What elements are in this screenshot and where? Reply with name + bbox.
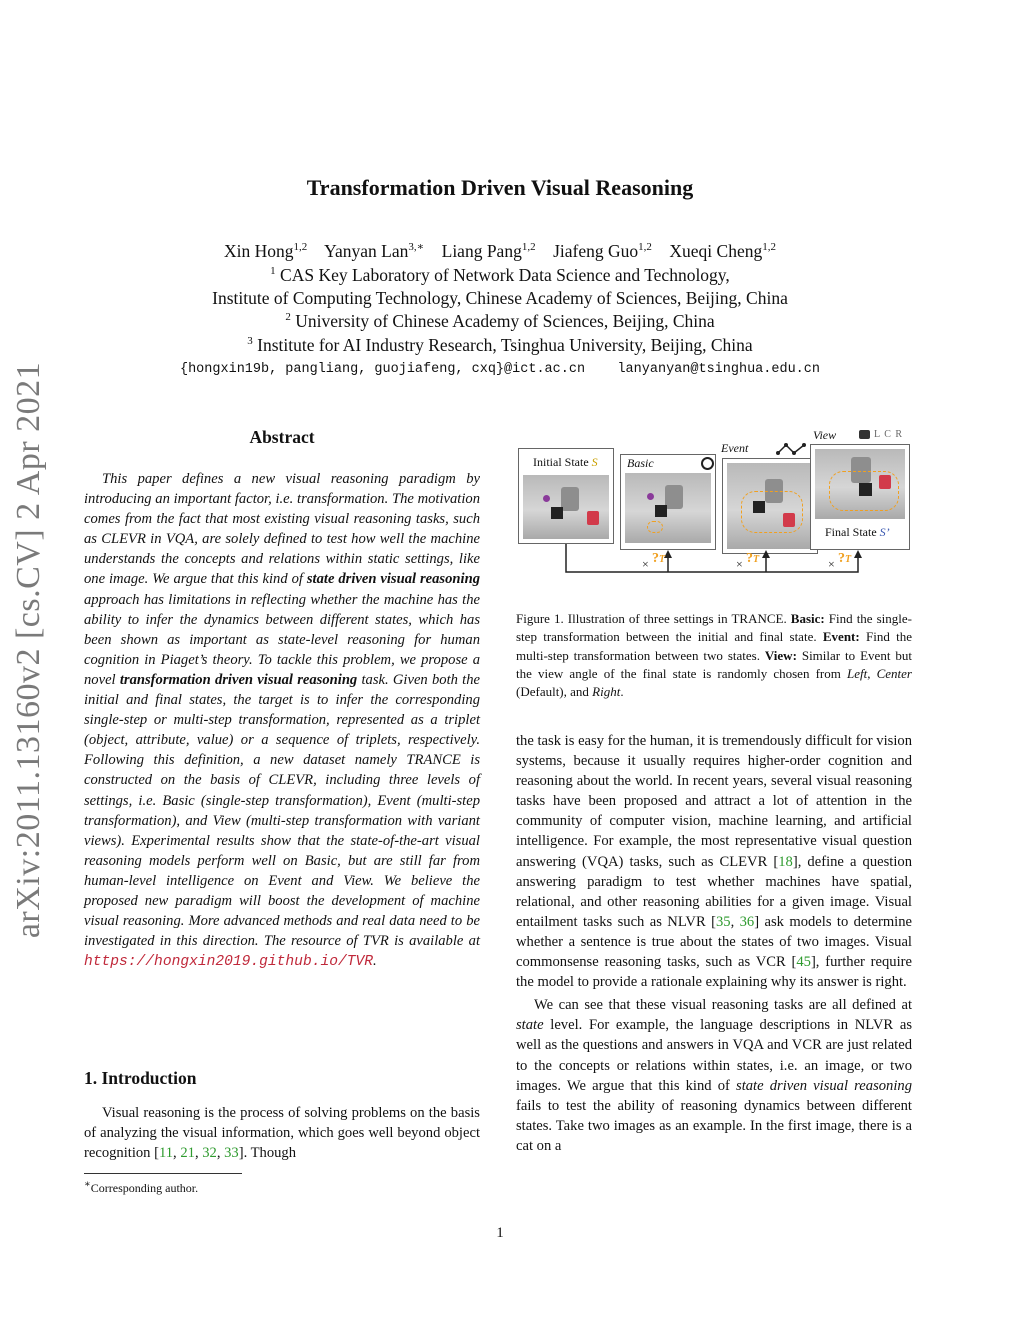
affiliation-text: Institute for AI Industry Research, Tsinghua University, Beijing, China — [257, 335, 753, 355]
author-affil: 1,2 — [638, 241, 652, 253]
citation-link[interactable]: 33 — [224, 1145, 239, 1162]
body-paragraph — [516, 731, 912, 992]
orange-highlight — [647, 521, 663, 533]
body-text: the task is easy for the human, it is tremendously difficult for vision systems, because it usually requires higher-order cognition and reasoning about the world. In recent years, several visual reasoning tasks have been proposed and attract a lot of attention in the community of computer vision, machine learning, and artificial intelligence. For example, the most representative visual question answering (VQA) tasks, such as CLEVR [ — [516, 733, 912, 870]
view-label: View — [813, 428, 837, 442]
query-times: × — [642, 557, 649, 571]
body-text: We can see that these visual reasoning tasks are all defined at — [534, 997, 912, 1014]
author-name: Yanyan Lan — [324, 240, 409, 261]
author-affil: 3,∗ — [408, 241, 425, 253]
abstract-body — [84, 469, 480, 972]
body-text: ] ask models to determine whether a sentence is true about the states of two images. Visual commonsense reasoning tasks, such as VCR [ — [516, 913, 913, 971]
affiliation — [0, 265, 1000, 286]
body-italic: state — [516, 1017, 544, 1034]
query-mark-sub: T — [659, 554, 666, 565]
query-mark-glyph: ? — [838, 551, 845, 566]
abstract-text: task. Given both the initial and final states, the target is to infer the corresponding single-step or multi-step transformation, represented as a triplet (object, attribute, value) or a sequence of triplets, respectively. Following this definition, a new dataset namely TRANCE is constructed on the basis of CLEVR, including three levels of settings, i.e. Basic (single-step transformation), Event (multi-step transformation), and View (multi-step transformation with variant views). Experimental results show that the state-of-the-art visual reasoning models perform well on Basic, but are still far from human-level intelligence on Event and View. We believe the proposed new paradigm will boost the development of machine visual reasoning. More advanced methods and real data need to be investigated in this direction. The resource of TVR is available at — [84, 671, 480, 950]
abstract-heading-text: Abstract — [249, 427, 315, 447]
intro-heading-text: 1. Introduction — [84, 1068, 197, 1088]
query-mark-sub: T — [753, 554, 760, 565]
final-scene-image — [815, 449, 905, 519]
page-number: 1 — [496, 1225, 504, 1241]
intro-heading — [84, 1068, 480, 1089]
affiliation — [0, 335, 1000, 356]
footnote — [84, 1179, 198, 1196]
event-panel — [722, 458, 818, 554]
initial-state-panel — [518, 448, 614, 544]
affiliation-mark: 2 — [285, 311, 291, 324]
body-paragraph — [516, 995, 912, 1156]
footnote-rule — [84, 1173, 242, 1174]
caption-text: Figure 1. Illustration of three settings in TRANCE. — [516, 611, 791, 626]
query-mark — [746, 551, 759, 567]
caption-text: (Default), and — [516, 684, 593, 700]
citation-link[interactable]: 21 — [180, 1145, 195, 1162]
caption-text: Similar to Event but the view angle of the final state is randomly chosen from — [516, 647, 912, 681]
black-cube — [551, 507, 563, 519]
event-label: Event — [721, 441, 749, 455]
initial-state-symbol: S — [591, 455, 598, 469]
query-times: × — [828, 557, 835, 571]
transformation-connector — [516, 544, 914, 574]
citation-link[interactable]: 45 — [796, 954, 811, 971]
caption-text: Find the single-step transformation between the initial and final state. — [516, 611, 913, 645]
abstract-emphasis: state driven visual reasoning — [306, 571, 480, 588]
footnote-text: Corresponding author. — [90, 1181, 199, 1195]
author-affil: 1,2 — [762, 241, 776, 253]
abstract-text: . — [373, 953, 377, 970]
affiliation-text: University of Chinese Academy of Sciences, Beijing, China — [295, 311, 715, 331]
caption-italic: Left — [846, 665, 868, 681]
body-text: fails to test the ability of reasoning dynamics between different states. Take two images as an example. In the first image, there is a cat on a — [516, 1097, 912, 1154]
affiliation — [0, 311, 1000, 332]
caption-text: , — [867, 665, 877, 681]
initial-state-text: Initial State — [533, 455, 592, 469]
orange-highlight — [829, 471, 899, 511]
abstract-text: approach has limitations in reflecting whether the machine has the ability to infer the dynamics between different states, which has been shown as important as state-level reasoning for human cognition in Piaget’s theory. To tackle this problem, we propose a novel — [84, 591, 480, 688]
citation-link[interactable]: 36 — [739, 913, 755, 930]
target-icon — [701, 457, 714, 470]
sequence-icon — [776, 442, 808, 456]
affiliation — [0, 288, 1000, 309]
basic-label: Basic — [627, 456, 654, 470]
basic-scene-image — [625, 473, 711, 543]
query-mark-glyph: ? — [746, 551, 753, 566]
abstract-text: This paper defines a new visual reasoning paradigm by introducing an important factor, i.e. transformation. The motivation comes from the fact that most existing visual reasoning tasks, such as CLEVR in VQA, are solely defined to test how well the machine understands the concepts and relations within static settings, like one image. We argue that this kind of — [84, 471, 480, 588]
query-mark — [652, 551, 665, 567]
red-cylinder — [587, 511, 599, 525]
query-times: × — [736, 557, 743, 571]
affiliation-text: CAS Key Laboratory of Network Data Science and Technology, — [280, 265, 730, 285]
author-name: Xin Hong — [224, 240, 294, 261]
author-affil: 1,2 — [521, 241, 536, 253]
paper-title: Transformation Driven Visual Reasoning — [306, 175, 694, 200]
purple-sphere — [647, 493, 654, 500]
figure-caption — [516, 610, 912, 701]
citation-link[interactable]: 18 — [778, 853, 793, 870]
author-affil: 1,2 — [293, 241, 308, 253]
intro-paragraph: Visual reasoning is the process of solving problems on the basis of analyzing the visual information, which goes well beyond object recognition [11, 21, 32, 33]. Though — [84, 1105, 480, 1162]
body-text: level. For example, the language descriptions in NLVR as well as the questions and answers in VQA and VCR are just related to the concepts or relations within states, i.e. an image, or two images. We argue that this kind of — [516, 1017, 912, 1094]
gray-cylinder — [665, 485, 683, 509]
affiliation-text: Institute of Computing Technology, Chinese Academy of Sciences, Beijing, China — [212, 288, 788, 308]
query-mark-glyph: ? — [652, 551, 659, 566]
final-state-panel — [810, 444, 910, 550]
caption-text: Find the multi-step transformation between two states. — [516, 629, 912, 663]
caption-term: View: — [764, 647, 797, 663]
author-name: Liang Pang — [441, 240, 522, 261]
final-state-symbol: S’ — [879, 525, 890, 539]
final-state-text: Final State — [825, 525, 880, 539]
caption-term: Basic: — [790, 611, 825, 626]
right-column-body — [516, 731, 912, 1156]
author-name: Jiafeng Guo — [553, 240, 639, 261]
abstract-heading — [84, 427, 480, 448]
abstract-emphasis: transformation driven visual reasoning — [119, 671, 358, 688]
citation-link[interactable]: 11 — [158, 1145, 174, 1162]
caption-italic: Right — [592, 684, 621, 700]
body-italic: state driven visual reasoning — [736, 1077, 913, 1094]
lcr-label: L C R — [874, 429, 904, 440]
caption-text: . — [620, 684, 624, 700]
intro-text: ]. Though — [238, 1145, 297, 1162]
query-mark — [838, 551, 851, 567]
intro-text: Visual reasoning is the process of solving problems on the basis of analyzing the visual information, which goes well beyond object recognition [ — [84, 1105, 480, 1162]
body-text: , — [730, 913, 740, 930]
initial-state-label — [533, 455, 598, 470]
purple-sphere — [543, 495, 550, 502]
caption-italic: Center — [876, 665, 912, 681]
event-scene-image — [727, 463, 813, 549]
author-name: Xueqi Cheng — [669, 240, 763, 261]
project-link[interactable]: https://hongxin2019.github.io/TVR — [84, 954, 374, 971]
camera-icon — [859, 430, 870, 439]
citation-link[interactable]: 35 — [715, 913, 731, 930]
final-state-label — [825, 525, 890, 540]
basic-panel — [620, 454, 716, 550]
citation-link[interactable]: 32 — [202, 1145, 217, 1162]
caption-term: Event: — [822, 629, 860, 645]
body-text: ], further require the model to provide a rationale explaining why its answer is right. — [516, 954, 912, 991]
body-text: ], define a question answering paradigm to test whether machines have spatial, relational, and other reasoning abilities for a given image. Visual entailment tasks such as NLVR [ — [516, 853, 912, 930]
arxiv-identifier: arXiv:2011.13160v2 [cs.CV] 2 Apr 2021 — [10, 361, 47, 939]
gray-cylinder — [561, 487, 579, 511]
initial-scene-image — [523, 475, 609, 539]
affiliation-mark: 3 — [247, 335, 253, 348]
black-cube — [655, 505, 667, 517]
red-cylinder — [783, 513, 795, 527]
affiliation-mark: 1 — [270, 265, 276, 278]
figure-1 — [516, 424, 914, 574]
author-list — [0, 240, 1000, 262]
query-mark-sub: T — [845, 554, 852, 565]
footnote-mark: ∗ — [84, 1179, 91, 1190]
author-emails: {hongxin19b, pangliang, guojiafeng, cxq}@ict.ac.cn lanyanyan@tsinghua.edu.cn — [179, 362, 820, 377]
